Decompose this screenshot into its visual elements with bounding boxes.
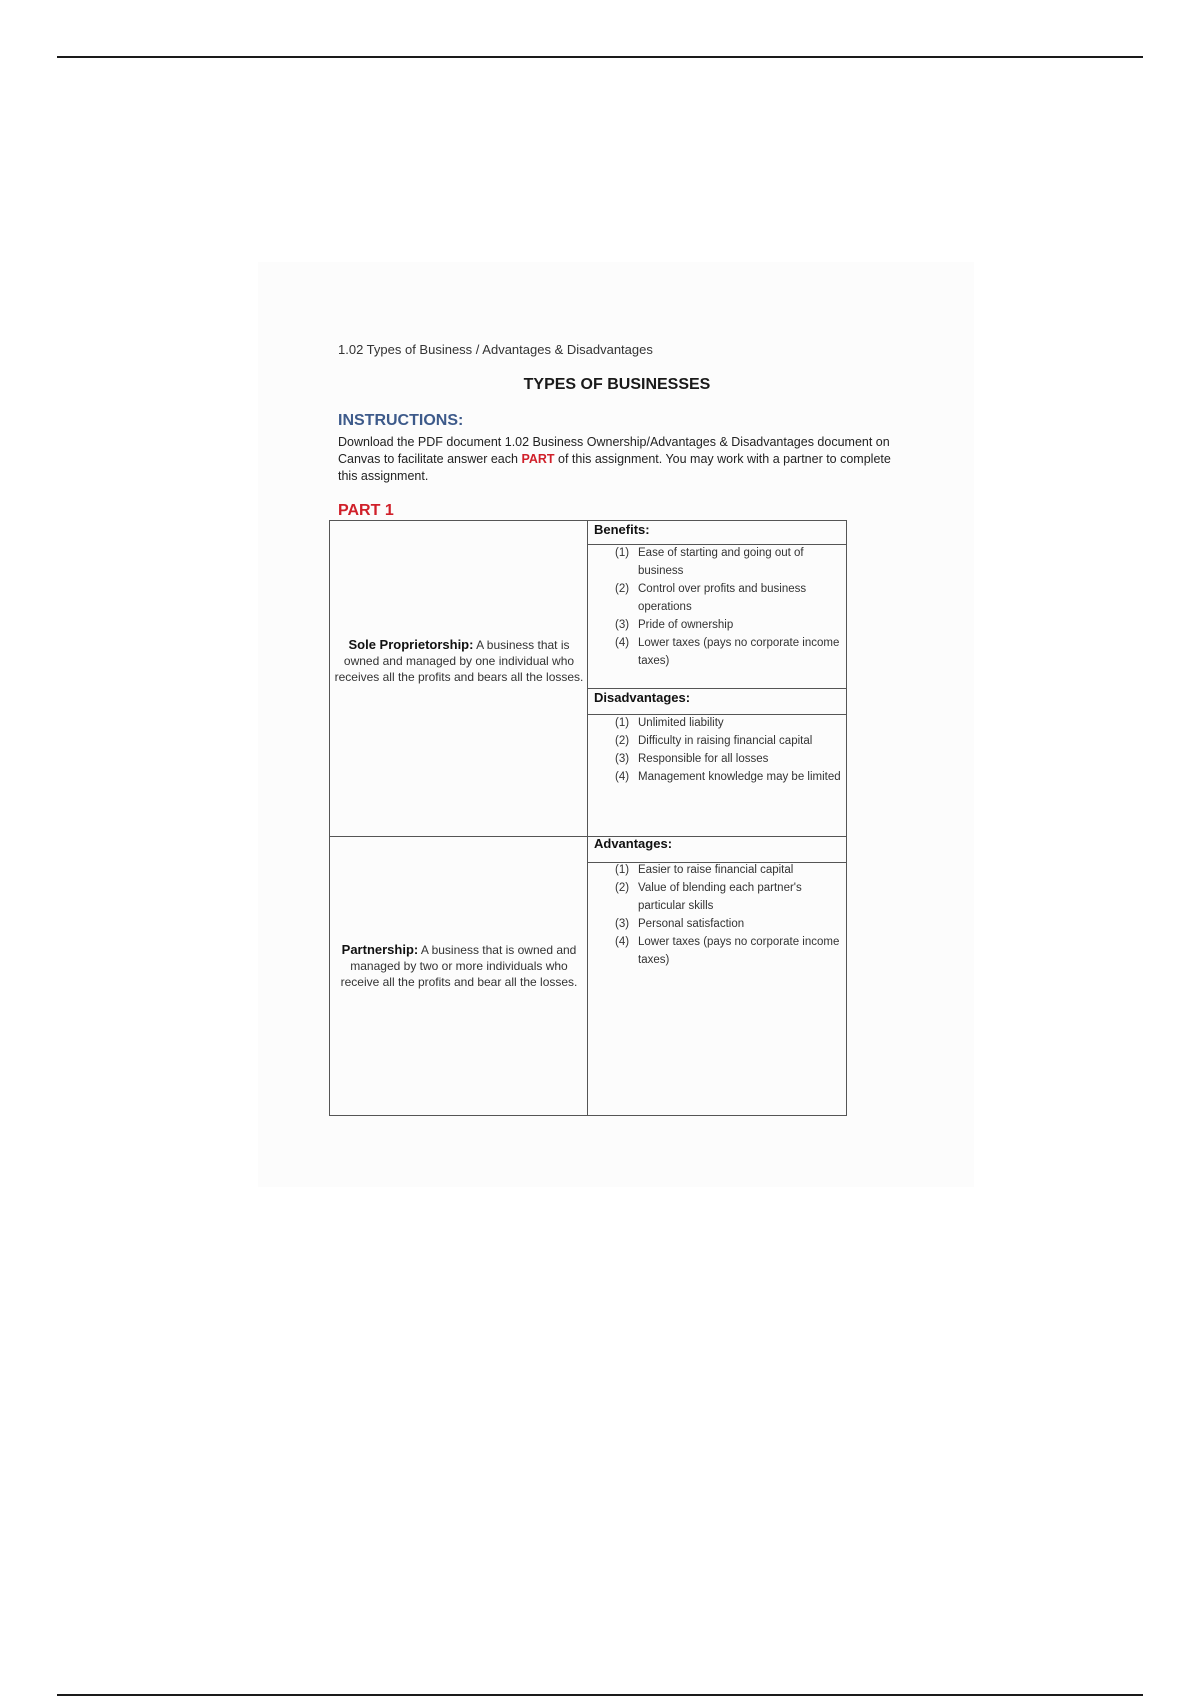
list-item-text: Unlimited liability: [638, 717, 724, 729]
list-item-text: Ease of starting and going out of business: [638, 547, 804, 577]
list-item-number: (3): [615, 753, 630, 765]
list-item: [594, 861, 844, 879]
list-item: [594, 915, 844, 933]
list-item: [594, 933, 844, 969]
partnership-term: Partnership:: [341, 942, 419, 957]
list-item-number: (2): [615, 882, 630, 894]
list-item-number: (1): [615, 864, 630, 876]
list-item-text: Control over profits and business operations: [638, 583, 807, 613]
list-item: [594, 714, 844, 732]
partnership-definition: A business that is owned and managed by two or more individuals who receive all the profits and bear all the losses.: [340, 943, 578, 989]
partnership-description: [333, 942, 585, 990]
list-item-number: (2): [615, 583, 630, 595]
list-item-number: (3): [615, 619, 630, 631]
list-item-number: (4): [615, 637, 630, 649]
sole-proprietorship-term: Sole Proprietorship:: [348, 637, 474, 652]
list-item-text: Value of blending each partner's particular skills: [638, 882, 802, 912]
list-item: [594, 768, 844, 786]
document-title: TYPES OF BUSINESSES: [523, 376, 711, 393]
sole-proprietorship-definition: A business that is owned and managed by one individual who receives all the profits and bears all the losses.: [334, 638, 584, 684]
list-item: [594, 732, 844, 750]
sole-proprietorship-description: [333, 637, 585, 685]
benefits-heading: Benefits:: [594, 522, 650, 537]
list-item-number: (3): [615, 918, 630, 930]
part-1-heading: PART 1: [338, 502, 394, 519]
table-row-divider: [329, 836, 847, 837]
instructions-text-after: of this assignment. You may work with a partner to complete this assignment.: [338, 452, 891, 483]
list-item: [594, 580, 844, 616]
list-item-number: (2): [615, 735, 630, 747]
table-column-divider: [587, 520, 588, 1116]
list-item: [594, 544, 844, 580]
disadvantages-list: [594, 714, 844, 786]
list-item: [594, 879, 844, 915]
instructions-text-before: Download the PDF document 1.02 Business Ownership/Advantages & Disadvantages document on Canvas to facilitate answer each: [338, 435, 890, 466]
list-item-number: (4): [615, 771, 630, 783]
list-item: [594, 616, 844, 634]
document-header-line: 1.02 Types of Business / Advantages & Disadvantages: [338, 342, 653, 357]
list-item-text: Difficulty in raising financial capital: [638, 735, 813, 747]
advantages-list: [594, 861, 844, 969]
instructions-text: [338, 434, 898, 485]
list-item-text: Personal satisfaction: [638, 918, 745, 930]
disadvantages-heading: Disadvantages:: [594, 690, 691, 705]
top-rule: [57, 56, 1143, 58]
list-item: [594, 750, 844, 768]
list-item: [594, 634, 844, 670]
list-item-number: (4): [615, 936, 630, 948]
disadvantages-top-divider: [587, 688, 847, 689]
bottom-rule: [57, 1694, 1143, 1696]
list-item-text: Pride of ownership: [638, 619, 734, 631]
list-item-number: (1): [615, 547, 630, 559]
benefits-list: [594, 544, 844, 670]
instructions-heading: INSTRUCTIONS:: [338, 412, 464, 429]
list-item-text: Lower taxes (pays no corporate income taxes): [638, 936, 840, 966]
list-item-text: Responsible for all losses: [638, 753, 769, 765]
list-item-text: Easier to raise financial capital: [638, 864, 794, 876]
list-item-text: Management knowledge may be limited: [638, 771, 841, 783]
list-item-text: Lower taxes (pays no corporate income taxes): [638, 637, 840, 667]
advantages-heading: Advantages:: [594, 836, 673, 851]
list-item-number: (1): [615, 717, 630, 729]
instructions-part-highlight: PART: [521, 452, 555, 466]
